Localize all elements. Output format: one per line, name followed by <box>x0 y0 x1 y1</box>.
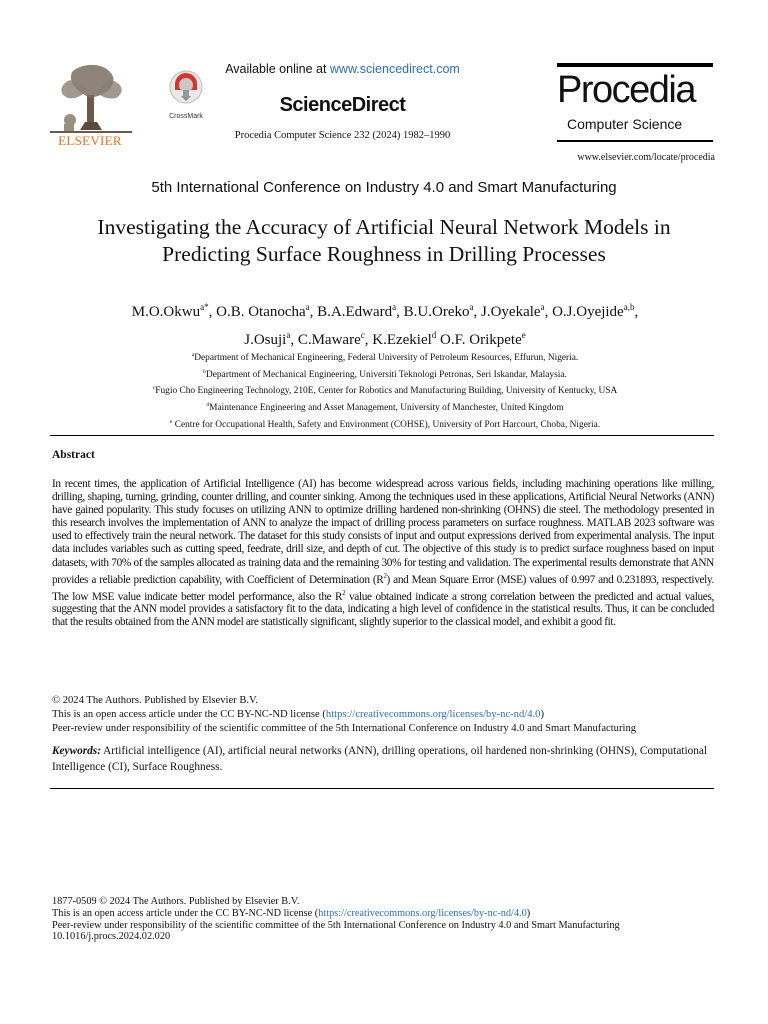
author-affiliation-mark: a <box>540 302 545 312</box>
keywords <box>52 743 716 775</box>
author-affiliation-mark: a <box>286 330 291 340</box>
affiliation-text: Fugio Cho Engineering Technology, 210E, Center for Robotics and Manufacturing Building, University of Kentucky, USA <box>155 386 618 397</box>
abstract-text: ) and Mean Square Error (MSE) values of 0.997 and 0.231893, respectively. The low MSE value indicate better model performance, also the R <box>52 573 715 603</box>
author-name: K.Ezekiel <box>372 332 432 348</box>
sciencedirect-wordmark: ScienceDirect <box>279 94 406 116</box>
license-link[interactable]: https://creativecommons.org/licenses/by-nc-nd/4.0 <box>325 709 541 720</box>
crossmark-label: CrossMark <box>169 113 203 120</box>
superscript: 2 <box>342 589 346 597</box>
procedia-subtitle: Computer Science <box>567 116 683 132</box>
abstract-body <box>52 478 714 630</box>
open-access-suffix: ) <box>540 709 544 720</box>
superscript: 2 <box>383 572 387 580</box>
journal-url[interactable]: www.elsevier.com/locate/procedia <box>577 152 715 163</box>
journal-reference: Procedia Computer Science 232 (2024) 1982–1990 <box>234 130 451 141</box>
title-line: Investigating the Accuracy of Artificial Neural Network Models in <box>97 215 671 239</box>
author-name: O.B. Otanocha <box>216 304 306 320</box>
footer-peer-review: Peer-review under responsibility of the scientific committee of the 5th International Conference on Industry 4.0 and Smart Manufacturing <box>52 919 620 931</box>
affiliation-text: Maintenance Engineering and Asset Management, University of Manchester, United Kingdom <box>209 403 564 414</box>
affiliation-mark: b <box>203 368 206 375</box>
conference-name: 5th International Conference on Industry 4.0 and Smart Manufacturing <box>151 179 617 196</box>
author-affiliation-mark: a <box>305 302 310 312</box>
author-affiliation-mark: a <box>392 302 397 312</box>
copyright-line: © 2024 The Authors. Published by Elsevier B.V. <box>52 695 258 706</box>
author-list <box>40 296 730 352</box>
affiliation-text: Department of Mechanical Engineering, Universiti Teknologi Petronas, Seri Iskandar, Malaysia. <box>205 369 567 380</box>
open-access-prefix: This is an open access article under the CC BY-NC-ND license ( <box>52 709 326 720</box>
license-block <box>52 694 722 736</box>
procedia-top-bar <box>557 63 713 67</box>
open-access-prefix: This is an open access article under the CC BY-NC-ND license ( <box>52 907 319 919</box>
author-affiliation-mark: d <box>431 330 437 340</box>
open-access-suffix: ) <box>526 907 531 919</box>
author-name: J.Oyekale <box>481 304 541 320</box>
affiliation-list <box>40 349 730 433</box>
affiliation-mark: e <box>169 418 173 425</box>
author-name: B.U.Oreko <box>403 304 470 320</box>
crossmark-badge[interactable] <box>163 70 209 120</box>
author-line: J.Osuji$^a$, C.Maware$^c$, K.Ezekiel$^d$ O.F. Orikpete$^e$ <box>244 330 526 348</box>
abstract-text: In recent times, the application of Artificial Intelligence (AI) has become widespread across various fields, including machining operations like milling, drilling, shaping, turning, grinding, counter drilling, and counter sinking. Among the techniques used in these applications, Artificial Neural Networks (ANN) have gained popularity. This study focuses on utilizing ANN to optimize drilling hardened non-shrinking (OHNS) die steel. The methodology presented in this research involves the implementation of ANN to analyze the impact of drilling process parameters on surface roughness. MATLAB 2023 software was used to effectively train the neural network. The dataset for this study consists of input and output expressions derived from experimental analysis. The input data includes variables such as cutting speed, feedrate, drill size, and depth of cut. The objective of this study is to predict surface roughness based on input datasets, with 70% of the samples allocated as training data and the remaining 30% for testing and validation. The experimental results demonstrate that ANN provides a reliable prediction capability, with Coefficient of Determination (R <box>52 478 714 586</box>
section-divider <box>50 788 714 789</box>
author-name: B.A.Edward <box>317 304 393 320</box>
affiliation-item <box>40 399 730 416</box>
keywords-text: Artificial intelligence (AI), artificial neural networks (ANN), drilling operations, oil hardened non-shrinking (OHNS), Computational Intelligence (CI), Surface Roughness. <box>52 745 708 773</box>
author-affiliation-mark: c <box>360 330 365 340</box>
affiliation-item <box>40 349 730 366</box>
affiliation-item <box>40 366 730 383</box>
available-online <box>205 62 480 76</box>
procedia-bottom-rule <box>557 140 713 142</box>
author-name: C.Maware <box>297 332 361 348</box>
procedia-logo <box>557 63 713 145</box>
footer-license-link[interactable]: https://creativecommons.org/licenses/by-nc-nd/4.0 <box>318 907 527 919</box>
issn-line: 1877-0509 © 2024 The Authors. Published by Elsevier B.V. <box>52 896 300 907</box>
affiliation-text: Department of Mechanical Engineering, Federal University of Petroleum Resources, Effurun, Nigeria. <box>194 353 579 364</box>
paper-title <box>40 214 728 268</box>
author-affiliation-mark: a,b <box>623 302 635 312</box>
title-line: Predicting Surface Roughness in Drilling Processes <box>162 242 606 266</box>
open-access-line <box>52 708 722 722</box>
abstract-heading: Abstract <box>52 449 95 461</box>
peer-review-line: Peer-review under responsibility of the scientific committee of the 5th International Conference on Industry 4.0 and Smart Manufacturing <box>52 723 637 734</box>
affiliation-mark: a <box>191 352 195 358</box>
affiliation-mark: d <box>206 402 210 409</box>
affiliation-item <box>40 382 730 399</box>
section-divider <box>50 435 714 436</box>
author-name: J.Osuji <box>244 332 287 348</box>
keywords-label: Keywords: <box>52 745 101 757</box>
author-affiliation-mark: a <box>469 302 474 312</box>
author-name: O.J.Oyejide <box>552 304 624 320</box>
crossmark-icon <box>169 70 203 106</box>
sciencedirect-link[interactable]: www.sciencedirect.com <box>329 62 460 76</box>
affiliation-mark: c <box>152 385 156 392</box>
author-name: O.F. Orikpete <box>440 332 522 348</box>
author-name: M.O.Okwu <box>131 304 201 320</box>
available-prefix: Available online at <box>225 62 330 76</box>
affiliation-text: Centre for Occupational Health, Safety and Environment (COHSE), University of Port Harcourt, Choba, Nigeria. <box>172 420 601 430</box>
author-affiliation-mark: e <box>521 330 526 340</box>
elsevier-wordmark: ELSEVIER <box>58 133 122 148</box>
abstract-text: value obtained indicate a strong correlation between the predicted and actual values, suggesting that the ANN model provides a satisfactory fit to the data, indicating a high level of confidence in the statistical results. Thus, it can be concluded that the results obtained from the ANN model are statistically significant, slightly superior to the classical model, and exhibit a good fit. <box>52 590 714 629</box>
author-affiliation-mark: a* <box>200 302 209 312</box>
footer <box>52 896 716 943</box>
author-line: M.O.Okwu$^{a*}$, O.B. Otanocha$^a$, B.A.Edward$^a$, B.U.Oreko$^a$, J.Oyekale$^a$, O.J.Oyejide$^{a,b}$, <box>131 302 639 320</box>
doi[interactable]: 10.1016/j.procs.2024.02.020 <box>52 931 171 943</box>
footer-open-access-line <box>52 908 716 920</box>
procedia-wordmark: Procedia <box>557 69 695 111</box>
affiliation-item <box>40 416 730 433</box>
